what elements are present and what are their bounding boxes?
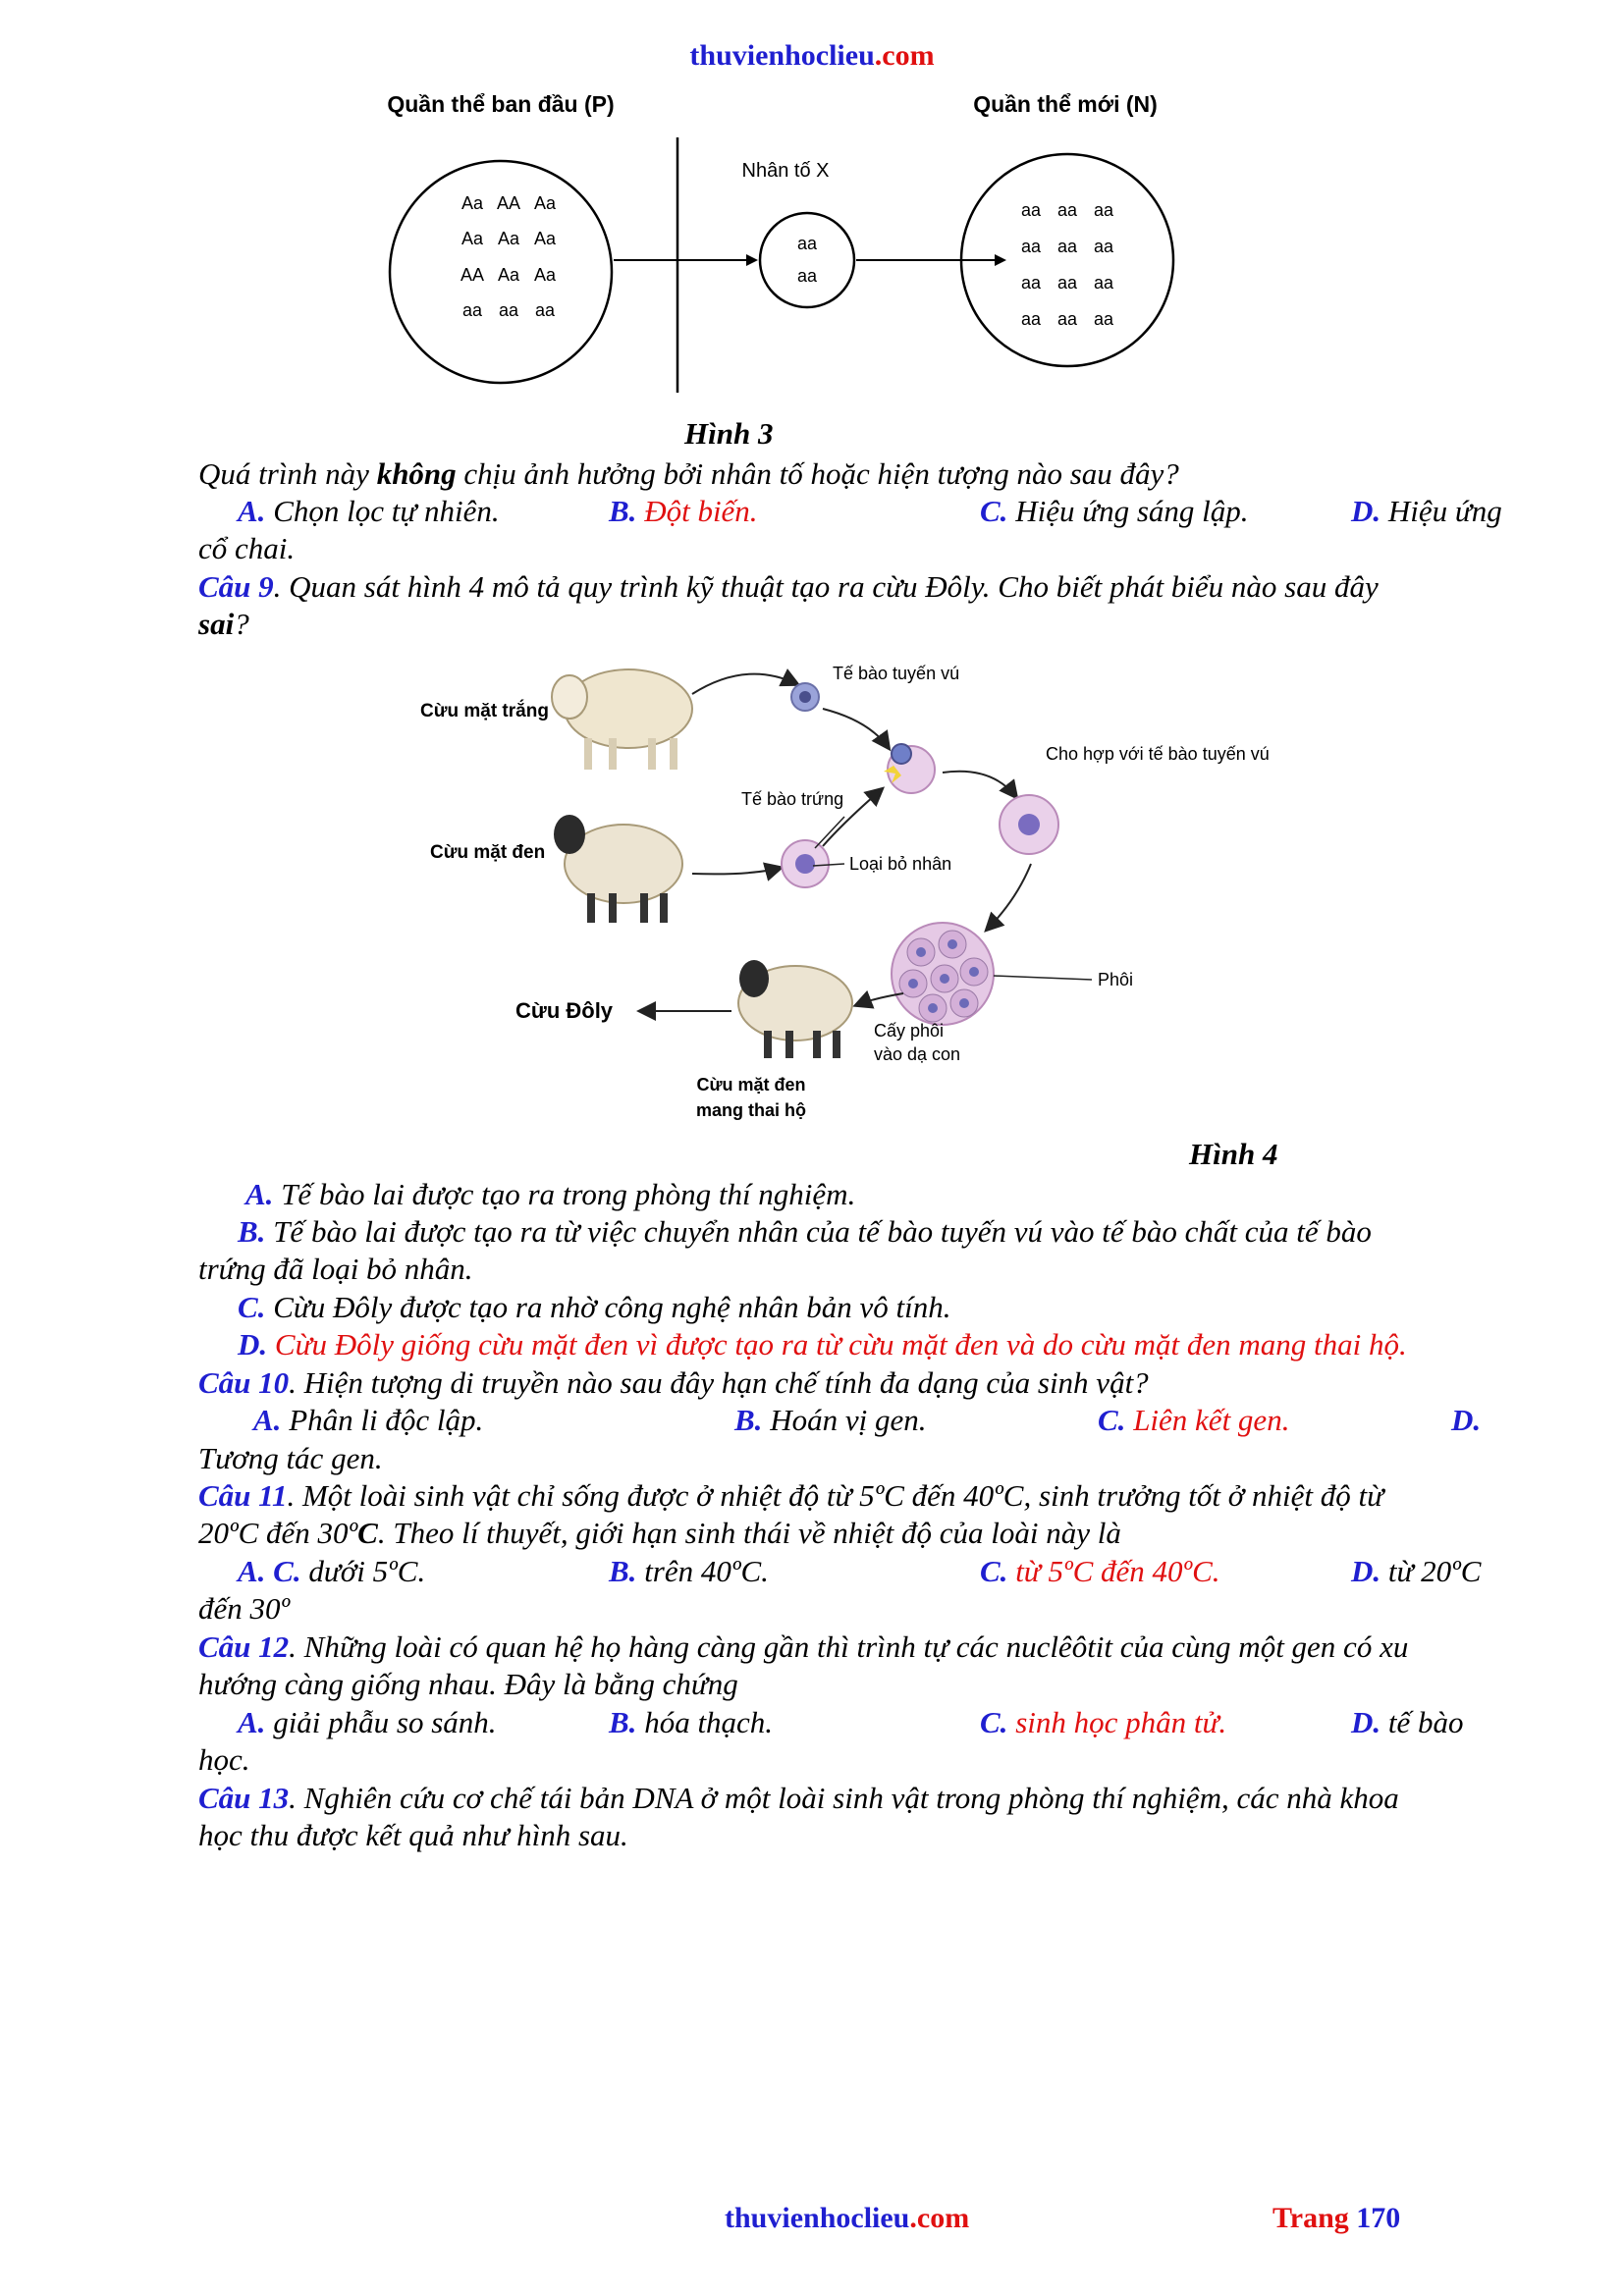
fig3-p-cell: aa [461,300,483,320]
fig3-p-cell: Aa [533,229,557,248]
q8-stem: Quá trình này không chịu ảnh hưởng bởi nhân tố hoặc hiện tượng nào sau đây? [198,456,1179,491]
q8-option-c: C. Hiệu ứng sáng lập. [980,494,1249,528]
fig4-surrogate-label-1: Cừu mặt đen [696,1075,806,1095]
fig4-embryo-label: Phôi [1098,970,1134,989]
fig3-p-cell: Aa [460,193,484,213]
q10-option-d: D. [1451,1403,1482,1437]
q11-option-d-cont: đến 30º [198,1591,291,1626]
embryo-image [892,923,994,1025]
fig3-x-cell: aa [796,266,818,286]
fig3-p-cell: Aa [497,265,520,285]
q9-option-c: C. Cừu Đôly được tạo ra nhờ công nghệ nhân bản vô tính. [238,1290,951,1324]
fig4-implant-label-1: Cấy phôi [874,1021,945,1041]
fig4-egg-label: Tế bào trứng [741,789,844,809]
header-site-tld: .com [874,39,935,72]
surrogate-sheep-image [738,960,852,1058]
q11-stem-cont: 20ºC đến 30ºC. Theo lí thuyết, giới hạn sinh thái về nhiệt độ của loài này là [198,1516,1121,1550]
fig3-p-cell: Aa [497,229,520,248]
fig3-n-cell: aa [1020,200,1042,220]
fig3-p-cell: AA [460,265,485,285]
fig3-n-cell: aa [1056,273,1078,293]
fig3-bottleneck [760,213,854,307]
fig3-p-cell: Aa [533,193,557,213]
fig3-n-cell: aa [1020,237,1042,256]
q10-option-d-cont: Tương tác gen. [198,1441,383,1475]
q10-option-a: A. Phân li độc lập. [253,1403,484,1437]
q12-stem-cont: hướng càng giống nhau. Đây là bằng chứng [198,1667,738,1701]
q9-option-d: D. Cừu Đôly giống cừu mặt đen vì được tạo ra từ cừu mặt đen và do cừu mặt đen mang thai hộ. [238,1327,1407,1362]
q10-option-b: B. Hoán vị gen. [734,1403,927,1437]
q8-option-d-cont: cổ chai. [198,531,296,565]
q11-option-d: D. từ 20ºC [1351,1554,1482,1588]
fig3-factor-label: Nhân tố X [741,160,830,182]
q12-option-c: C. sinh học phân tử. [980,1705,1227,1739]
black-sheep-image [554,815,682,923]
fig3-arrow-2-head [995,254,1006,266]
fig3-p-cell: aa [534,300,556,320]
q8-option-b: B. Đột biến. [609,494,758,528]
fig3-n-cell: aa [1093,237,1114,256]
fig3-n-cell: aa [1020,309,1042,329]
footer-site-name: thuvienhoclieu [725,2202,910,2234]
fig4-arrow-to-embryo [987,864,1031,930]
fig4-arrow-mammary [692,674,797,694]
fig4-fuse-label: Cho hợp với tế bào tuyến vú [1046,744,1270,764]
fig3-n-cell: aa [1093,273,1114,293]
q10-option-c: C. Liên kết gen. [1098,1403,1290,1437]
q12-option-d: D. tế bào [1351,1705,1464,1739]
fig4-surrogate-label-2: mang thai hộ [696,1100,806,1120]
fig4-remove-label: Loại bỏ nhân [849,854,952,874]
footer-site-tld: .com [909,2202,970,2234]
fig4-arrow-implant [856,993,903,1005]
q9-option-a: A. Tế bào lai được tạo ra trong phòng thí nghiệm. [245,1177,856,1211]
fig3-arrow-1-head [746,254,758,266]
fig3-p-cell: aa [498,300,519,320]
fig3-p-cell: Aa [460,229,484,248]
fig3-left-title: Quần thể ban đầu (P) [387,91,615,117]
footer-site-link[interactable] [725,2202,969,2235]
fig3-n-cell: aa [1020,273,1042,293]
q11-option-b: B. trên 40ºC. [609,1554,769,1588]
q11-option-a: A. C. dưới 5ºC. [238,1554,426,1588]
white-sheep-image [552,669,692,770]
q12-stem: Câu 12. Những loài có quan hệ họ hàng càng gần thì trình tự các nuclêôtit của cùng một gen có xu [198,1629,1409,1664]
fig3-n-cell: aa [1093,309,1114,329]
fig4-caption: Hình 4 [1189,1137,1278,1171]
q12-option-a: A. giải phẫu so sánh. [238,1705,497,1739]
fig3-p-cell: AA [496,193,521,213]
fig4-arrow-to-hybrid [943,772,1016,797]
q10-stem: Câu 10. Hiện tượng di truyền nào sau đây hạn chế tính đa dạng của sinh vật? [198,1365,1149,1400]
page-label: Trang [1272,2202,1357,2234]
header-site-link[interactable] [0,39,1624,73]
fig3-x-cell: aa [796,234,818,253]
fig3-right-title: Quần thể mới (N) [973,91,1158,117]
q9-stem-cont: sai? [198,607,249,641]
q8-option-d: D. Hiệu ứng [1351,494,1502,528]
fig4-egg-leader [815,817,844,848]
fig3-n-cell: aa [1056,200,1078,220]
fig4-mammary-label: Tế bào tuyến vú [833,664,960,683]
fig3-p-genotypes [460,193,557,320]
fig4-arrow-to-fusion [823,709,889,748]
fig4-arrow-egg [692,868,781,874]
fig3-n-cell: aa [1056,237,1078,256]
q12-option-d-cont: học. [198,1742,250,1777]
q11-option-c: C. từ 5ºC đến 40ºC. [980,1554,1220,1588]
fig4-black-sheep-label: Cừu mặt đen [430,842,546,863]
figure-3-diagram [373,80,1237,414]
fig4-implant-label-2: vào dạ con [874,1044,961,1064]
fig4-embryo-leader [994,976,1092,980]
fig4-white-sheep-label: Cừu mặt trắng [420,701,549,721]
fig3-caption: Hình 3 [684,416,774,451]
fig4-dolly-label: Cừu Đôly [515,998,614,1023]
q13-stem: Câu 13. Nghiên cứu cơ chế tái bản DNA ở một loài sinh vật trong phòng thí nghiệm, các nhà khoa [198,1781,1399,1815]
page-num: 170 [1356,2202,1401,2234]
q12-option-b: B. hóa thạch. [609,1705,774,1739]
figure-4-diagram [412,640,1316,1131]
q8-option-a: A. Chọn lọc tự nhiên. [238,494,500,528]
fig3-p-cell: Aa [533,265,557,285]
fig3-n-cell: aa [1093,200,1114,220]
fig3-n-genotypes [1021,200,1114,329]
page-number [1272,2202,1400,2235]
q11-stem: Câu 11. Một loài sinh vật chỉ sống được ở nhiệt độ từ 5ºC đến 40ºC, sinh trưởng tốt ở nhiệt độ từ [198,1478,1384,1513]
header-site-name: thuvienhoclieu [689,39,875,72]
q13-stem-cont: học thu được kết quả như hình sau. [198,1818,628,1852]
q9-option-b-cont: trứng đã loại bỏ nhân. [198,1252,473,1286]
q9-option-b: B. Tế bào lai được tạo ra từ việc chuyển nhân của tế bào tuyến vú vào tế bào chất của tế bào [238,1214,1372,1249]
fig3-n-cell: aa [1056,309,1078,329]
q9-stem: Câu 9. Quan sát hình 4 mô tả quy trình kỹ thuật tạo ra cừu Đôly. Cho biết phát biểu nào sau đây [198,569,1379,604]
